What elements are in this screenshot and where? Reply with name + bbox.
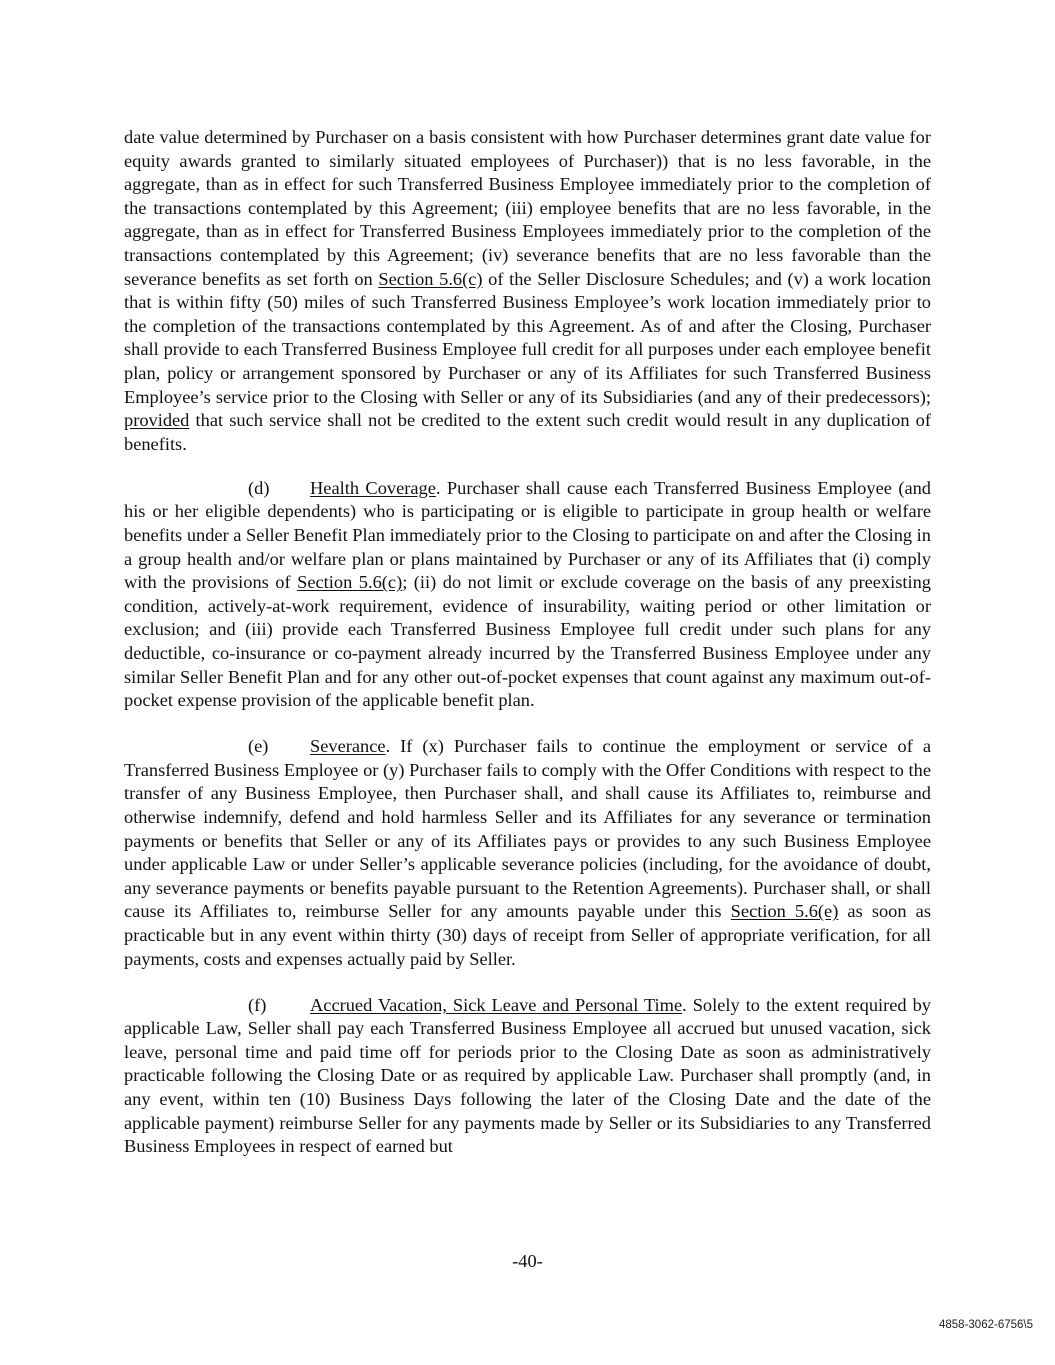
document-body	[124, 126, 931, 1181]
paragraph-c-continuation	[124, 126, 931, 456]
paragraph-label: (f)	[248, 994, 267, 1015]
paragraph-text: date value determined by Purchaser on a basis consistent with how Purchaser determines grant date value for equity awards granted to similarly situated employees of Purchaser)) that is no less favorable, in the aggregate, than as in effect for such Transferred Business Employee immediately prior to the completion of the transactions contemplated by this Agreement; (iii) employee benefits that are no less favorable, in the aggregate, than as in effect for Transferred Business Employees immediately prior to the completion of the transactions contemplated by this Agreement; (iv) severance benefits that are no less favorable than the severance benefits as set forth on	[124, 127, 931, 289]
paragraph-text: . If (x) Purchaser fails to continue the employment or service of a Transferred Business Employee or (y) Purchaser fails to comply with the Offer Conditions with respect to the transfer of any Business Employee, then Purchaser shall, and shall cause its Affiliates to, reimburse and otherwise indemnify, defend and hold harmless Seller and its Affiliates for any severance or termination payments or benefits that Seller or any of its Affiliates pays or provides to any such Business Employee under applicable Law or under Seller’s applicable severance policies (including, for the avoidance of doubt, any severance payments or benefits payable pursuant to the Retention Agreements). Purchaser shall, or shall cause its Affiliates to, reimburse Seller for any amounts payable under this	[124, 736, 931, 922]
paragraph-text: . Solely to the extent required by applicable Law, Seller shall pay each Transferred Business Employee all accrued but unused vacation, sick leave, personal time and paid time off for periods prior to the Closing Date as soon as administratively practicable following the Closing Date or as required by applicable Law. Purchaser shall promptly (and, in any event, within ten (10) Business Days following the later of the Closing Date and the date of the applicable payment) reimburse Seller for any payments made by Seller or its Subsidiaries to any Transferred Business Employees in respect of earned but	[124, 994, 931, 1157]
paragraph-text: that such service shall not be credited to the extent such credit would result in any duplication of benefits.	[124, 410, 931, 454]
paragraph-heading: Severance	[310, 736, 386, 757]
document-id: 4858-3062-6756\5	[939, 1319, 1033, 1331]
section-reference: Section 5.6(e)	[730, 901, 839, 922]
paragraph-heading: Health Coverage	[310, 477, 436, 498]
paragraph-e	[124, 735, 931, 971]
paragraph-text: as soon as practicable but in any event within thirty (30) days of receipt from Seller of appropriate verification, for all payments, costs and expenses actually paid by Seller.	[124, 901, 931, 969]
paragraph-text: ; (ii) do not limit or exclude coverage on the basis of any preexisting condition, actively-at-work requirement, evidence of insurability, waiting period or other limitation or exclusion; and (iii) provide each Transferred Business Employee full credit under such plans for any deductible, co-insurance or co-payment already incurred by the Transferred Business Employee under any similar Seller Benefit Plan and for any other out-of-pocket expenses that count against any maximum out-of-pocket expense provision of the applicable benefit plan.	[124, 572, 931, 711]
paragraph-label: (d)	[248, 477, 270, 498]
paragraph-text: of the Seller Disclosure Schedules; and (v) a work location that is within fifty (50) miles of such Transferred Business Employee’s work location immediately prior to the completion of the transactions contemplated by this Agreement. As of and after the Closing, Purchaser shall provide to each Transferred Business Employee full credit for all purposes under each employee benefit plan, policy or arrangement sponsored by Purchaser or any of its Affiliates for such Transferred Business Employee’s service prior to the Closing with Seller or any of its Subsidiaries (and any of their predecessors);	[124, 268, 931, 407]
paragraph-text: . Purchaser shall cause each Transferred Business Employee (and his or her eligible dependents) who is participating or is eligible to participate in group health or welfare benefits under a Seller Benefit Plan immediately prior to the Closing to participate on and after the Closing in a group health and/or welfare plan or plans maintained by Purchaser or any of its Affiliates that (i) comply with the provisions of	[124, 477, 931, 593]
paragraph-heading: Accrued Vacation, Sick Leave and Personal Time	[310, 994, 683, 1015]
paragraph-label: (e)	[248, 736, 269, 757]
paragraph-d	[124, 477, 931, 713]
page-number: -40-	[512, 1251, 543, 1271]
paragraph-f	[124, 994, 931, 1159]
section-reference: Section 5.6(c)	[297, 572, 403, 593]
provided-term: provided	[124, 410, 190, 431]
section-reference: Section 5.6(c)	[378, 268, 483, 289]
